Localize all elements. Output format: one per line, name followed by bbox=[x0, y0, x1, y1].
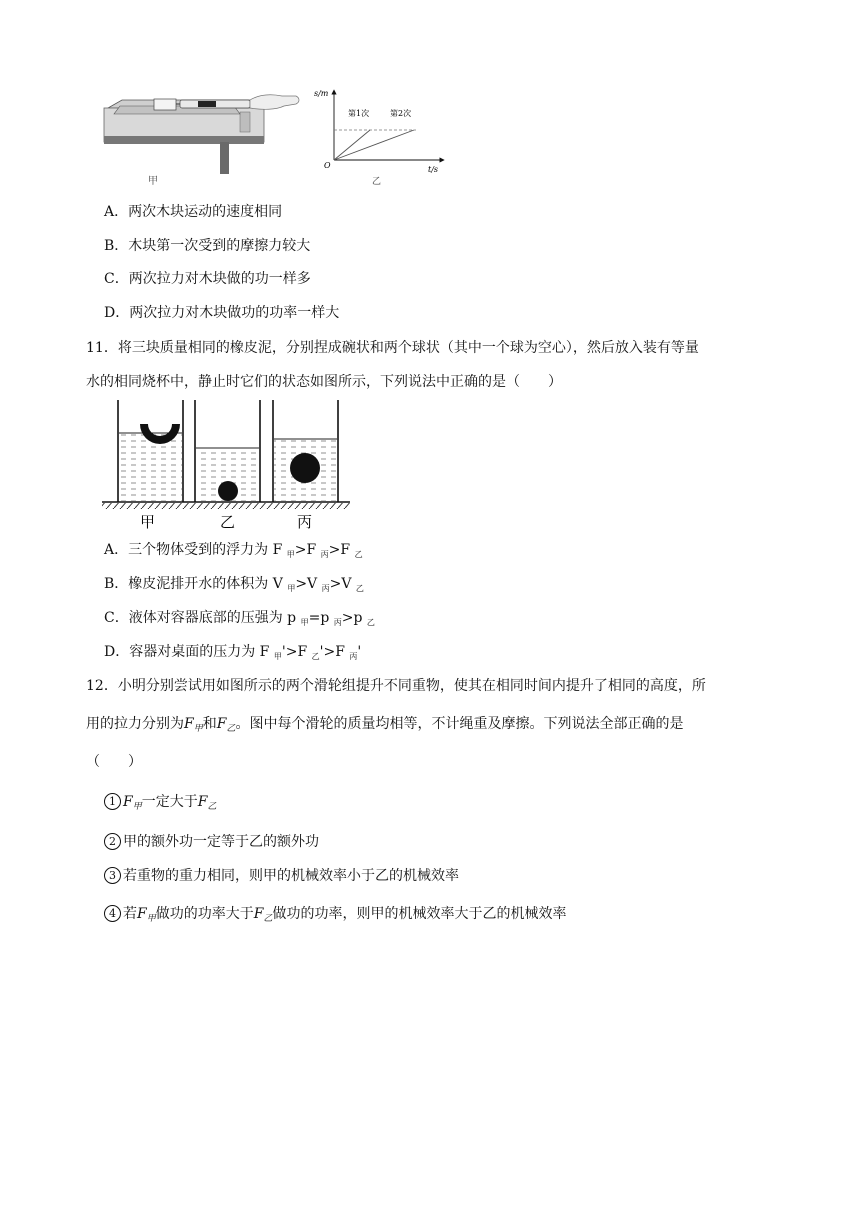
q11-beakers-figure bbox=[100, 396, 360, 532]
q10-option-b: B．木块第一次受到的摩擦力较大 bbox=[104, 238, 311, 254]
q11-stem-line2: 水的相同烧杯中，静止时它们的状态如图所示，下列说法中正确的是（ ） bbox=[86, 374, 562, 390]
q11-option-b: B．橡皮泥排开水的体积为 V $_甲$>V $_丙$>V $_乙$ bbox=[104, 576, 364, 593]
q10-st-graph bbox=[310, 84, 450, 188]
q10-option-c: C．两次拉力对木块做的功一样多 bbox=[104, 271, 311, 287]
q10-option-d: D．两次拉力对木块做功的功率一样大 bbox=[104, 305, 340, 321]
q10-fig-left-label: 甲 bbox=[148, 176, 158, 186]
q12-stem-line1: 12．小明分别尝试用如图所示的两个滑轮组提升不同重物，使其在相同时间内提升了相同的高度，所 bbox=[86, 678, 706, 694]
q11-stem-line1: 11．将三块质量相同的橡皮泥，分别捏成碗状和两个球状（其中一个球为空心），然后放入装有等量 bbox=[86, 340, 699, 356]
q10-option-a: A．两次木块运动的速度相同 bbox=[104, 204, 283, 220]
graph-line1-label: 第1次 bbox=[348, 109, 370, 118]
q12-item-4: 4 若$F_甲$做功的功率大于$F_乙$做功的功率，则甲的机械效率大于乙的机械效率 bbox=[104, 904, 566, 929]
q10-fig-right-label: 乙 bbox=[372, 177, 382, 187]
q12-item-2: 2 甲的额外功一定等于乙的额外功 bbox=[104, 832, 319, 852]
q11-option-d: D．容器对桌面的压力为 F $_甲$'>F $_乙$'>F $_丙$' bbox=[104, 644, 362, 661]
q12-stem-line2: 用的拉力分别为$F_甲$和$F_乙$。图中每个滑轮的质量均相等，不计绳重及摩擦。下列说法全部正确的是 bbox=[86, 716, 684, 734]
beaker-label-bing: 丙 bbox=[297, 513, 313, 531]
q12-item-1: 1 $F_甲$一定大于$F_乙$ bbox=[104, 792, 216, 817]
beaker-label-jia: 甲 bbox=[140, 513, 156, 531]
graph-y-axis-label: s/m bbox=[314, 89, 329, 98]
beaker-label-yi: 乙 bbox=[220, 513, 236, 531]
q12-item-3: 3 若重物的重力相同，则甲的机械效率小于乙的机械效率 bbox=[104, 866, 459, 886]
graph-x-axis-label: t/s bbox=[428, 165, 439, 174]
graph-origin-label: O bbox=[324, 161, 331, 170]
q12-stem-line3: （ ） bbox=[86, 754, 142, 770]
q11-option-a: A．三个物体受到的浮力为 F $_甲$>F $_丙$>F $_乙$ bbox=[104, 542, 363, 559]
q10-apparatus-figure bbox=[100, 86, 315, 186]
q11-option-c: C．液体对容器底部的压强为 p $_甲$=p $_丙$>p $_乙$ bbox=[104, 610, 375, 627]
graph-line2-label: 第2次 bbox=[390, 109, 412, 118]
